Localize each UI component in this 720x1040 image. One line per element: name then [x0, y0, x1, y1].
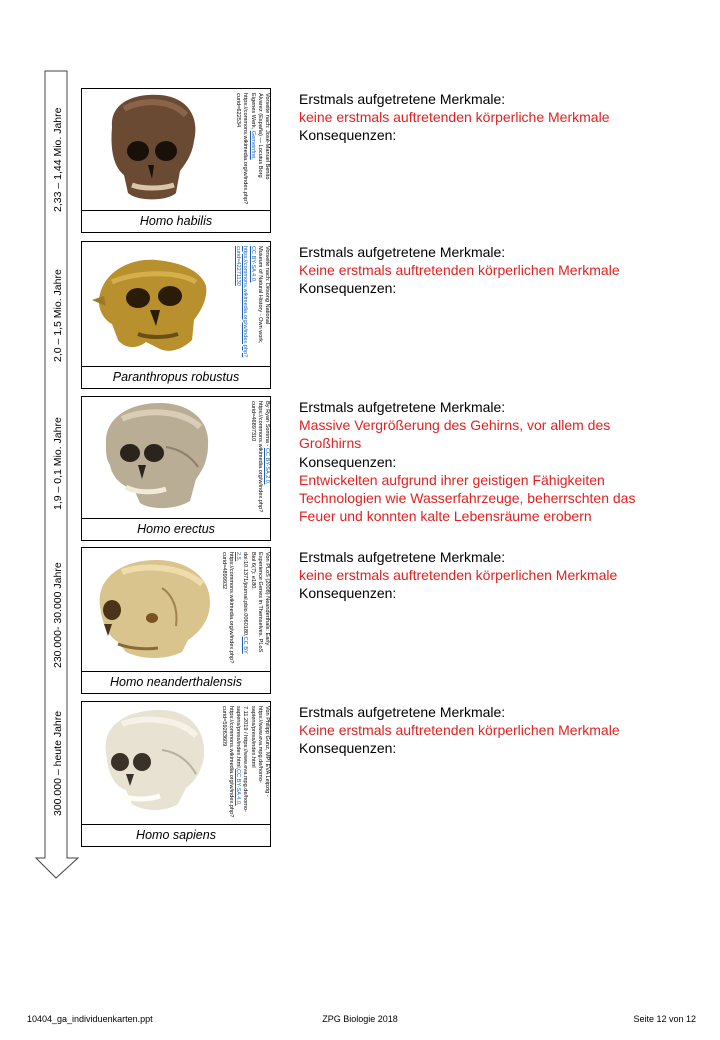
features-text: keine erstmals auftretenden körperlichen Merkmale	[299, 567, 618, 584]
info-block-homo-neanderthalensis	[299, 548, 699, 603]
skull-image	[82, 89, 216, 210]
footer-page-number: Seite 12 von 12	[633, 1014, 696, 1024]
species-card-paranthropus-robustus	[81, 241, 271, 389]
license-link[interactable]: Gemeinfrei,	[249, 130, 256, 160]
consequences-heading: Konsequenzen:	[299, 585, 397, 602]
skull-image	[82, 242, 216, 366]
features-text: Keine erstmals auftretenden körperlichen Merkmale	[299, 262, 620, 279]
species-name: Homo sapiens	[82, 824, 270, 846]
consequences-text: Technologien wie Wasserfahrzeuge, beherrschten das	[299, 490, 636, 507]
skull-image	[82, 548, 216, 671]
species-name: Homo neanderthalensis	[82, 671, 270, 693]
features-heading: Erstmals aufgetretene Merkmale:	[299, 704, 506, 720]
consequences-heading: Konsequenzen:	[299, 280, 397, 297]
features-heading: Erstmals aufgetretene Merkmale:	[299, 244, 506, 260]
license-link[interactable]: CC BY-SA 2.0,	[264, 447, 270, 485]
period-label	[44, 334, 72, 362]
image-credit: Vorseite nach: Ditsong National Museum of Natural History - Own work, CC BY-SA 4.0, https://commons.wikimedia.org/w/index.php?curid=42271130	[235, 246, 270, 358]
skull-image	[82, 702, 216, 824]
features-heading: Erstmals aufgetretene Merkmale:	[299, 549, 506, 565]
info-block-homo-habilis	[299, 90, 699, 145]
features-heading: Erstmals aufgetretene Merkmale:	[299, 91, 506, 107]
image-credit: Vorseite nach: José-Manuel Benito Álvarez (España) — Locutus Borg Eigenes Werk, Gemeinfrei, https://commons.wikimedia.org/w/index.php?curid=622534	[235, 93, 270, 205]
image-credit: Von PLoS (2008) Neanderthals: Early Experience Genes in Themselves. PLoS Biol 6(7): e180. doi:10.1371/journal.pbio.0060180,CC BY 2.5, https://commons.wikimedia.org/w/index.php?curid=4899932	[220, 552, 270, 664]
info-block-homo-sapiens	[299, 703, 699, 758]
species-card-homo-sapiens	[81, 701, 271, 847]
image-credit: Von Philipp Gunz, MPI EVA Leipzig - https://www.eva.mpg.de/homo-sapiens/press/index.html 7.11.2019 / https://www.eva.mpg.de/homo-sapiens/press/index.html,CC BY-SA 4.0, https://commons.wikimedia.org/w/index.php?curid=59263609	[220, 706, 270, 818]
image-credit: By Ryan Somma - CC BY-SA 2.0, https://commons.wikimedia.org/w/index.php?curid=46897310	[249, 401, 270, 513]
period-label	[44, 482, 72, 510]
consequences-text: Entwickelten aufgrund ihrer geistigen Fähigkeiten	[299, 471, 605, 488]
license-link[interactable]: CC BY-SA 4.0,	[235, 769, 242, 806]
footer-filename: 10404_ga_individuenkarten.ppt	[27, 1014, 153, 1024]
species-card-homo-neanderthalensis	[81, 547, 271, 694]
species-card-homo-erectus	[81, 396, 271, 541]
consequences-heading: Konsequenzen:	[299, 453, 397, 470]
consequences-text: Feuer und konnten kalte Lebensräume erobern	[299, 508, 592, 525]
period-label	[44, 788, 72, 816]
skull-image	[82, 397, 216, 518]
period-label	[44, 184, 72, 212]
features-heading: Erstmals aufgetretene Merkmale:	[299, 399, 506, 415]
period-label	[44, 640, 72, 668]
license-link[interactable]: CC BY-SA 4.0, https://commons.wikimedia.org/w/index.php?curid=42271130	[235, 246, 256, 358]
license-link[interactable]: CC BY 2.5,	[235, 552, 249, 654]
species-name: Paranthropus robustus	[82, 366, 270, 388]
info-block-homo-erectus	[299, 398, 699, 525]
species-card-homo-habilis	[81, 88, 271, 233]
features-text: keine erstmals auftretenden körperliche Merkmale	[299, 109, 610, 126]
consequences-heading: Konsequenzen:	[299, 127, 397, 144]
species-name: Homo erectus	[82, 518, 270, 540]
consequences-heading: Konsequenzen:	[299, 740, 397, 757]
features-text: Keine erstmals auftretenden körperlichen Merkmale	[299, 722, 620, 739]
species-name: Homo habilis	[82, 210, 270, 232]
features-text: Massive Vergrößerung des Gehirns, vor allem des	[299, 417, 611, 434]
info-block-paranthropus-robustus	[299, 243, 699, 298]
footer-center: ZPG Biologie 2018	[322, 1014, 398, 1024]
features-text: Großhirns	[299, 435, 362, 452]
